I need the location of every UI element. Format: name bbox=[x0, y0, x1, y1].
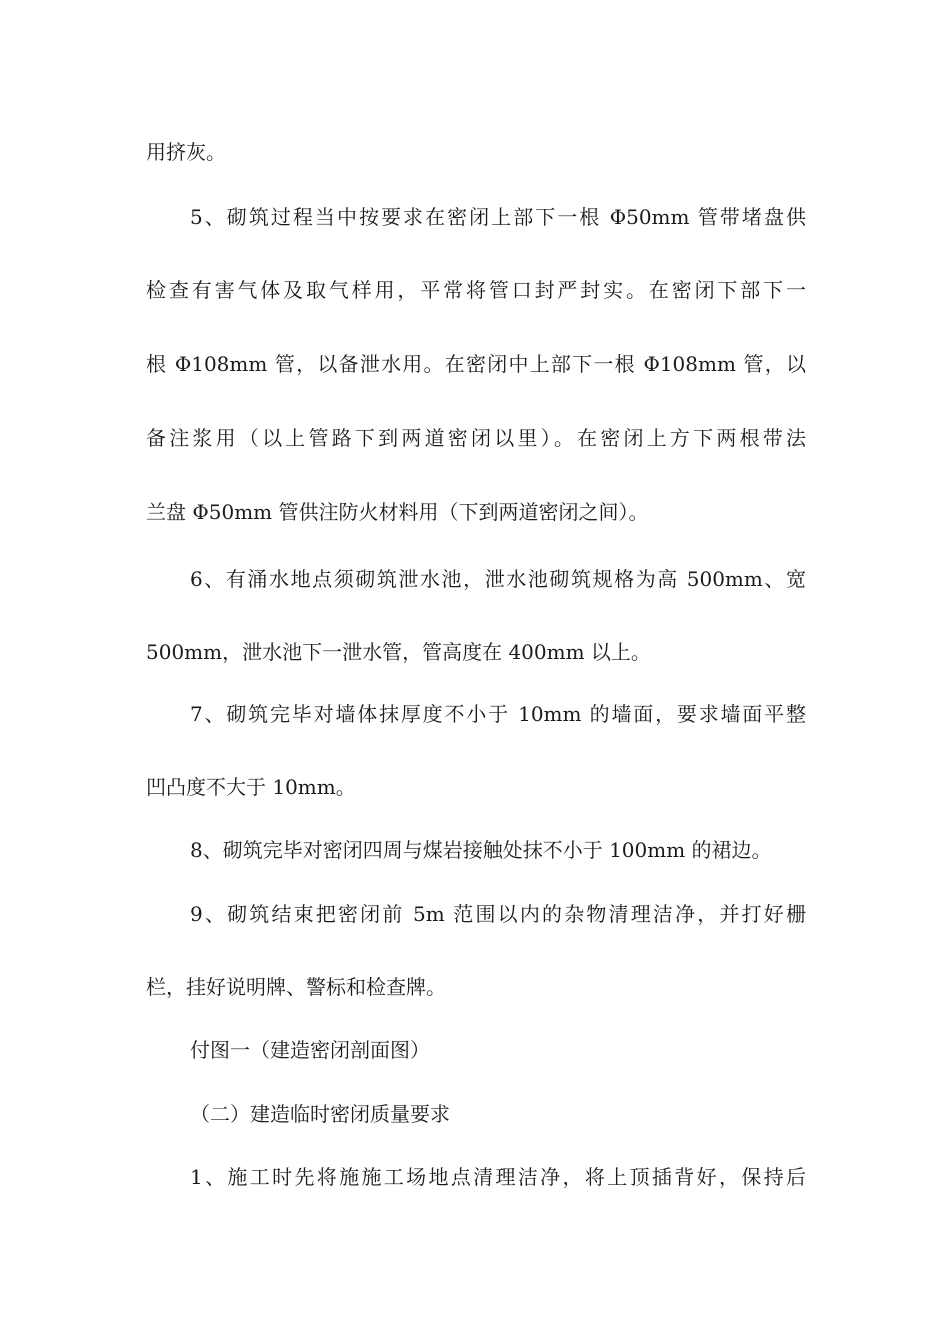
text-line: 兰盘 Φ50mm 管供注防火材料用（下到两道密闭之间）。 bbox=[146, 500, 649, 524]
text-line: 用挤灰。 bbox=[146, 140, 226, 164]
text-line: 凹凸度不大于 10mm。 bbox=[146, 775, 356, 799]
text-line: 7、砌筑完毕对墙体抹厚度不小于 10mm 的墙面，要求墙面平整 bbox=[190, 702, 806, 726]
figure-caption: 付图一（建造密闭剖面图） bbox=[190, 1038, 430, 1062]
text-line: 8、砌筑完毕对密闭四周与煤岩接触处抹不小于 100mm 的裙边。 bbox=[190, 838, 772, 862]
text-line: 5、砌筑过程当中按要求在密闭上部下一根 Φ50mm 管带堵盘供 bbox=[190, 205, 806, 229]
text-line: 9、砌筑结束把密闭前 5m 范围以内的杂物清理洁净，并打好栅 bbox=[190, 902, 806, 926]
text-line: 6、有涌水地点须砌筑泄水池，泄水池砌筑规格为高 500mm、宽 bbox=[190, 567, 806, 591]
text-line: 根 Φ108mm 管，以备泄水用。在密闭中上部下一根 Φ108mm 管，以 bbox=[146, 352, 806, 376]
text-line: 1、施工时先将施施工场地点清理洁净，将上顶插背好，保持后 bbox=[190, 1165, 806, 1189]
text-line: 检查有害气体及取气样用，平常将管口封严封实。在密闭下部下一 bbox=[146, 278, 806, 302]
text-line: 栏，挂好说明牌、警标和检查牌。 bbox=[146, 975, 446, 999]
section-heading: （二）建造临时密闭质量要求 bbox=[190, 1102, 450, 1126]
text-line: 备注浆用（以上管路下到两道密闭以里）。在密闭上方下两根带法 bbox=[146, 426, 806, 450]
text-line: 500mm，泄水池下一泄水管，管高度在 400mm 以上。 bbox=[146, 640, 651, 664]
